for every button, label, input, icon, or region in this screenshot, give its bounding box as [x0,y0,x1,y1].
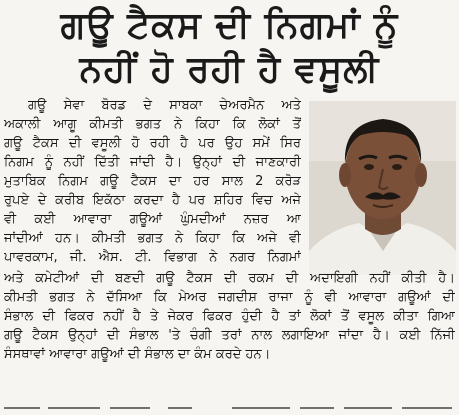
portrait-illustration [309,101,456,275]
article-body-line: ਨਿਗਮ ਨੂੰ ਨਹੀਂ ਦਿੱਤੀ ਜਾਂਦੀ ਹੈ। ਉਨ੍ਹਾਂ ਦੀ ਜਾਣਕਾਰੀ [4,155,301,170]
article-body-line: ਕੀਮਤੀ ਭਗਤ ਨੇ ਦੱਸਿਆ ਕਿ ਮੇਅਰ ਜਗਦੀਸ਼ ਰਾਜਾ ਨੂੰ ਵੀ ਆਵਾਰਾ ਗਊਆਂ ਦੀ [4,290,455,305]
article-body-line: ਜਾਂਦੀਆਂ ਹਨ। ਕੀਮਤੀ ਭਗਤ ਨੇ ਕਿਹਾ ਕਿ ਅਜੇ ਵੀ [4,231,301,246]
article-body-line: ਸੰਸਥਾਵਾਂ ਆਵਾਰਾ ਗਊਆਂ ਦੀ ਸੰਭਾਲ ਦਾ ਕੰਮ ਕਰਦੇ ਹਨ। [4,347,271,362]
article-body-line: ਵੀ ਕਈ ਆਵਾਰਾ ਗਊਆਂ ਘੁੰਮਦੀਆਂ ਨਜ਼ਰ ਆ [4,212,301,227]
article-body-line: ਪਾਵਰਕਾਮ, ਜੀ. ਐਸ. ਟੀ. ਵਿਭਾਗ ਨੇ ਨਗਰ ਨਿਗਮਾਂ [4,250,301,265]
article-body-line: ਗਊ ਸੇਵਾ ਬੋਰਡ ਦੇ ਸਾਬਕਾ ਚੇਅਰਮੈਨ ਅਤੇ [28,98,301,113]
article-body-line: ਅਕਾਲੀ ਆਗੂ ਕੀਮਤੀ ਭਗਤ ਨੇ ਕਿਹਾ ਕਿ ਲੋਕਾਂ ਤੋਂ [4,117,301,132]
headline-line-1: ਗਊ ਟੈਕਸ ਦੀ ਨਿਗਮਾਂ ਨੂੰ [60,5,399,46]
headline-line-2: ਨਹੀਂ ਹੋ ਰਹੀ ਹੈ ਵਸੂਲੀ [79,49,380,90]
article-body-line: ਗਊ ਟੈਕਸ ਦੀ ਵਸੂਲੀ ਹੋ ਰਹੀ ਹੈ ਪਰ ਉਹ ਸਮੇਂ ਸਿਰ [4,136,301,151]
article-body-line: ਗਊ ਟੈਕਸ ਉਨ੍ਹਾਂ ਦੀ ਸੰਭਾਲ 'ਤੇ ਚੰਗੀ ਤਰਾਂ ਨਾਲ ਲਗਾਇਆ ਜਾਂਦਾ ਹੈ। ਕਈ ਨਿੱਜੀ [4,328,455,343]
cut-off-next-line [0,404,459,415]
portrait-photo [309,101,456,275]
article-body-line: ਸੰਭਾਲ ਦੀ ਫਿਕਰ ਨਹੀਂ ਹੈ ਤੇ ਜੇਕਰ ਫਿਕਰ ਹੁੰਦੀ ਹੈ ਤਾਂ ਲੋਕਾਂ ਤੋਂ ਵਸੂਲ ਕੀਤਾ ਗਿਆ [4,309,455,324]
article-body-line: ਰੁਪਏ ਦੇ ਕਰੀਬ ਇਕੱਠਾ ਕਰਦਾ ਹੈ ਪਰ ਸ਼ਹਿਰ ਵਿਚ ਅਜੇ [4,193,301,208]
article-body-line: ਮੁਤਾਬਿਕ ਨਿਗਮ ਗਊ ਟੈਕਸ ਦਾ ਹਰ ਸਾਲ 2 ਕਰੋੜ [4,174,301,189]
article-body-line: ਅਤੇ ਕਮੇਟੀਆਂ ਦੀ ਬਣਦੀ ਗਊ ਟੈਕਸ ਦੀ ਰਕਮ ਦੀ ਅਦਾਇਗੀ ਨਹੀਂ ਕੀਤੀ ਹੈ। [4,271,455,286]
